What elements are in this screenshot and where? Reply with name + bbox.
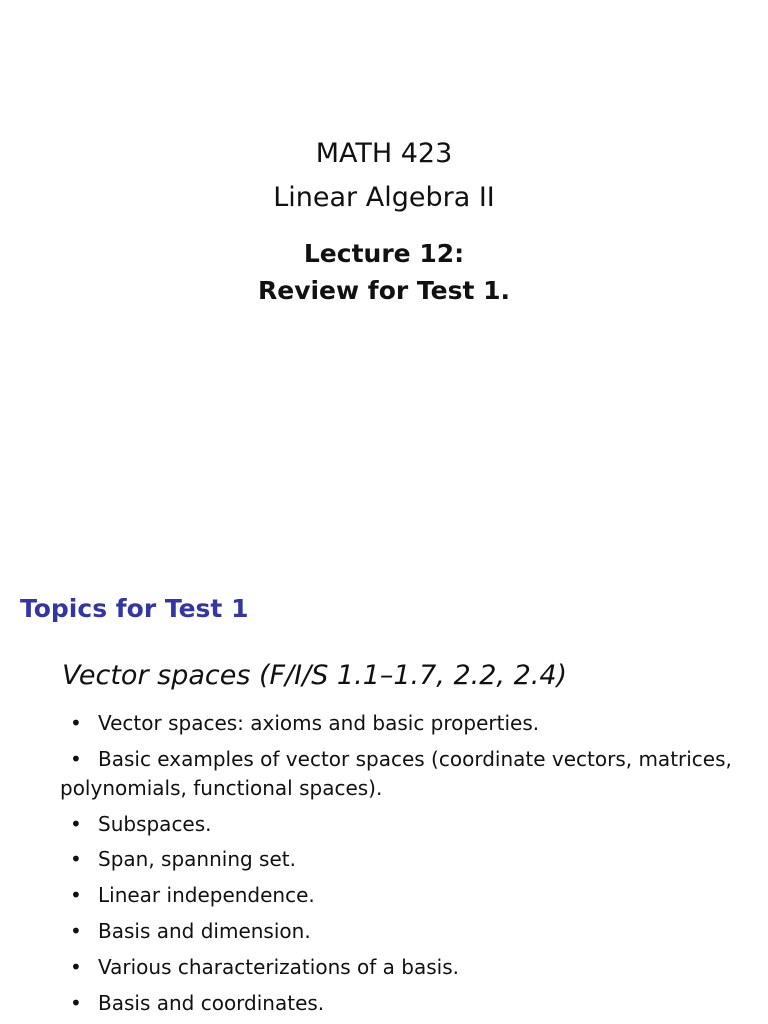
bullet-icon: • bbox=[70, 990, 82, 1015]
bullet-icon: • bbox=[70, 711, 82, 735]
lecture-number: Lecture 12: bbox=[303, 239, 465, 268]
course-name: Linear Algebra II bbox=[273, 182, 495, 213]
list-item bbox=[60, 881, 750, 910]
list-item bbox=[60, 709, 750, 738]
bullet-icon: • bbox=[70, 918, 82, 943]
topics-heading: Topics for Test 1 bbox=[20, 594, 249, 623]
vector-spaces-subheading: Vector spaces (F/I/S 1.1–1.7, 2.2, 2.4) bbox=[62, 660, 568, 691]
bullet-icon: • bbox=[70, 811, 82, 836]
bullet-icon: • bbox=[70, 954, 82, 979]
list-item-text: Vector spaces: axioms and basic properties. bbox=[98, 711, 540, 735]
list-item-text: Span, spanning set. bbox=[98, 847, 296, 872]
list-item-text: Linear independence. bbox=[98, 883, 315, 908]
list-item bbox=[60, 845, 750, 874]
list-item-text: Basis and coordinates. bbox=[98, 990, 325, 1015]
course-code: MATH 423 bbox=[315, 138, 453, 169]
topic-list bbox=[60, 709, 750, 1024]
list-item-text: Basic examples of vector spaces (coordinate vectors, matrices, polynomials, functional spaces). bbox=[60, 746, 732, 800]
bullet-icon: • bbox=[70, 883, 82, 908]
list-item bbox=[60, 745, 750, 803]
bullet-icon: • bbox=[70, 847, 82, 872]
lecture-topic: Review for Test 1. bbox=[257, 276, 511, 305]
bullet-icon: • bbox=[70, 746, 82, 771]
list-item bbox=[60, 989, 750, 1018]
list-item bbox=[60, 917, 750, 946]
list-item-text: Basis and dimension. bbox=[98, 918, 311, 943]
list-item bbox=[60, 810, 750, 839]
list-item-text: Various characterizations of a basis. bbox=[98, 954, 459, 979]
list-item bbox=[60, 953, 750, 982]
list-item-text: Subspaces. bbox=[98, 811, 212, 836]
